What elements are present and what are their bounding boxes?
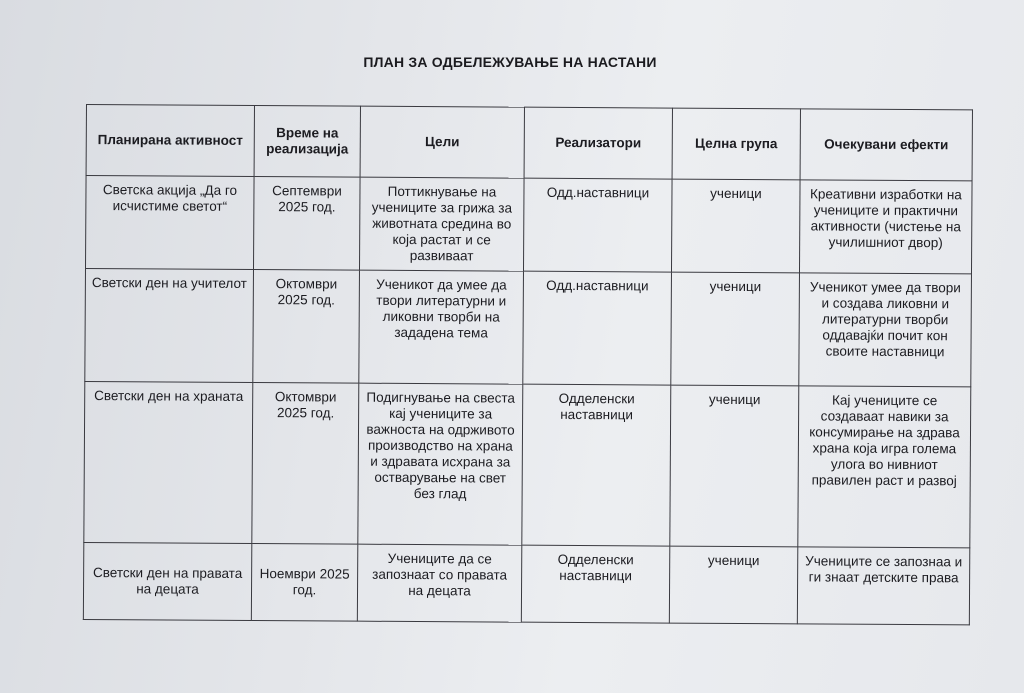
table-row <box>85 269 972 387</box>
cell-target-group: ученици <box>669 546 797 624</box>
cell-implementers: Одделенски наставници <box>521 545 669 623</box>
cell-time: Октомври 2025 год. <box>252 383 359 545</box>
cell-activity: Светски ден на правата на децата <box>83 542 251 620</box>
cell-implementers: Одделенски наставници <box>522 384 671 546</box>
cell-implementers: Одд.наставници <box>523 271 672 385</box>
table-row <box>83 542 969 624</box>
table-row <box>85 176 972 274</box>
header-activity: Планирана активност <box>86 105 254 177</box>
header-target-group: Целна група <box>672 108 800 180</box>
cell-target-group: ученици <box>671 272 800 386</box>
cell-target-group: ученици <box>670 385 799 547</box>
cell-time: Септември 2025 год. <box>253 177 360 271</box>
cell-goals: Ученикот да умее да твори литературни и ликовни творби на зададена тема <box>359 270 524 384</box>
cell-activity: Светски ден на учителот <box>85 269 254 383</box>
cell-implementers: Одд.наставници <box>523 178 672 272</box>
cell-expected-effects: Учениците се запознаа и ги знаат детските права <box>797 547 969 625</box>
cell-target-group: ученици <box>671 179 800 273</box>
cell-goals: Подигнување на свеста кај учениците за важноста на одрживото производство на храна и здравата исхрана за остварување на свет без глад <box>358 383 523 545</box>
table-row <box>84 381 971 547</box>
events-plan-table <box>83 104 973 625</box>
cell-activity: Светска акција „Да го исчистиме светот“ <box>85 176 254 270</box>
cell-expected-effects: Креативни изработки на учениците и практични активности (чистење на училишниот двор) <box>799 180 972 274</box>
table-header-row <box>86 105 972 181</box>
document-title: ПЛАН ЗА ОДБЕЛЕЖУВАЊЕ НА НАСТАНИ <box>363 54 657 70</box>
cell-time: Октомври 2025 год. <box>253 270 360 384</box>
header-expected-effects: Очекувани ефекти <box>800 109 972 181</box>
cell-expected-effects: Кај учениците се создаваат навики за консумирање на здрава храна која игра голема улога во нивниот правилен раст и развој <box>798 386 971 548</box>
cell-time: Ноември 2025 год. <box>251 544 357 622</box>
header-time: Време на реализација <box>254 106 360 178</box>
header-goals: Цели <box>360 106 524 178</box>
cell-expected-effects: Ученикот умее да твори и создава ликовни и литературни творби оддавајќи почит кон своите наставници <box>799 273 972 387</box>
header-implementers: Реализатори <box>524 107 672 179</box>
cell-goals: Поттикнување на учениците за грижа за животната средина во која растат и се развиваат <box>359 177 524 271</box>
cell-activity: Светски ден на храната <box>84 381 253 543</box>
cell-goals: Учениците да се запознаат со правата на децата <box>357 544 521 622</box>
